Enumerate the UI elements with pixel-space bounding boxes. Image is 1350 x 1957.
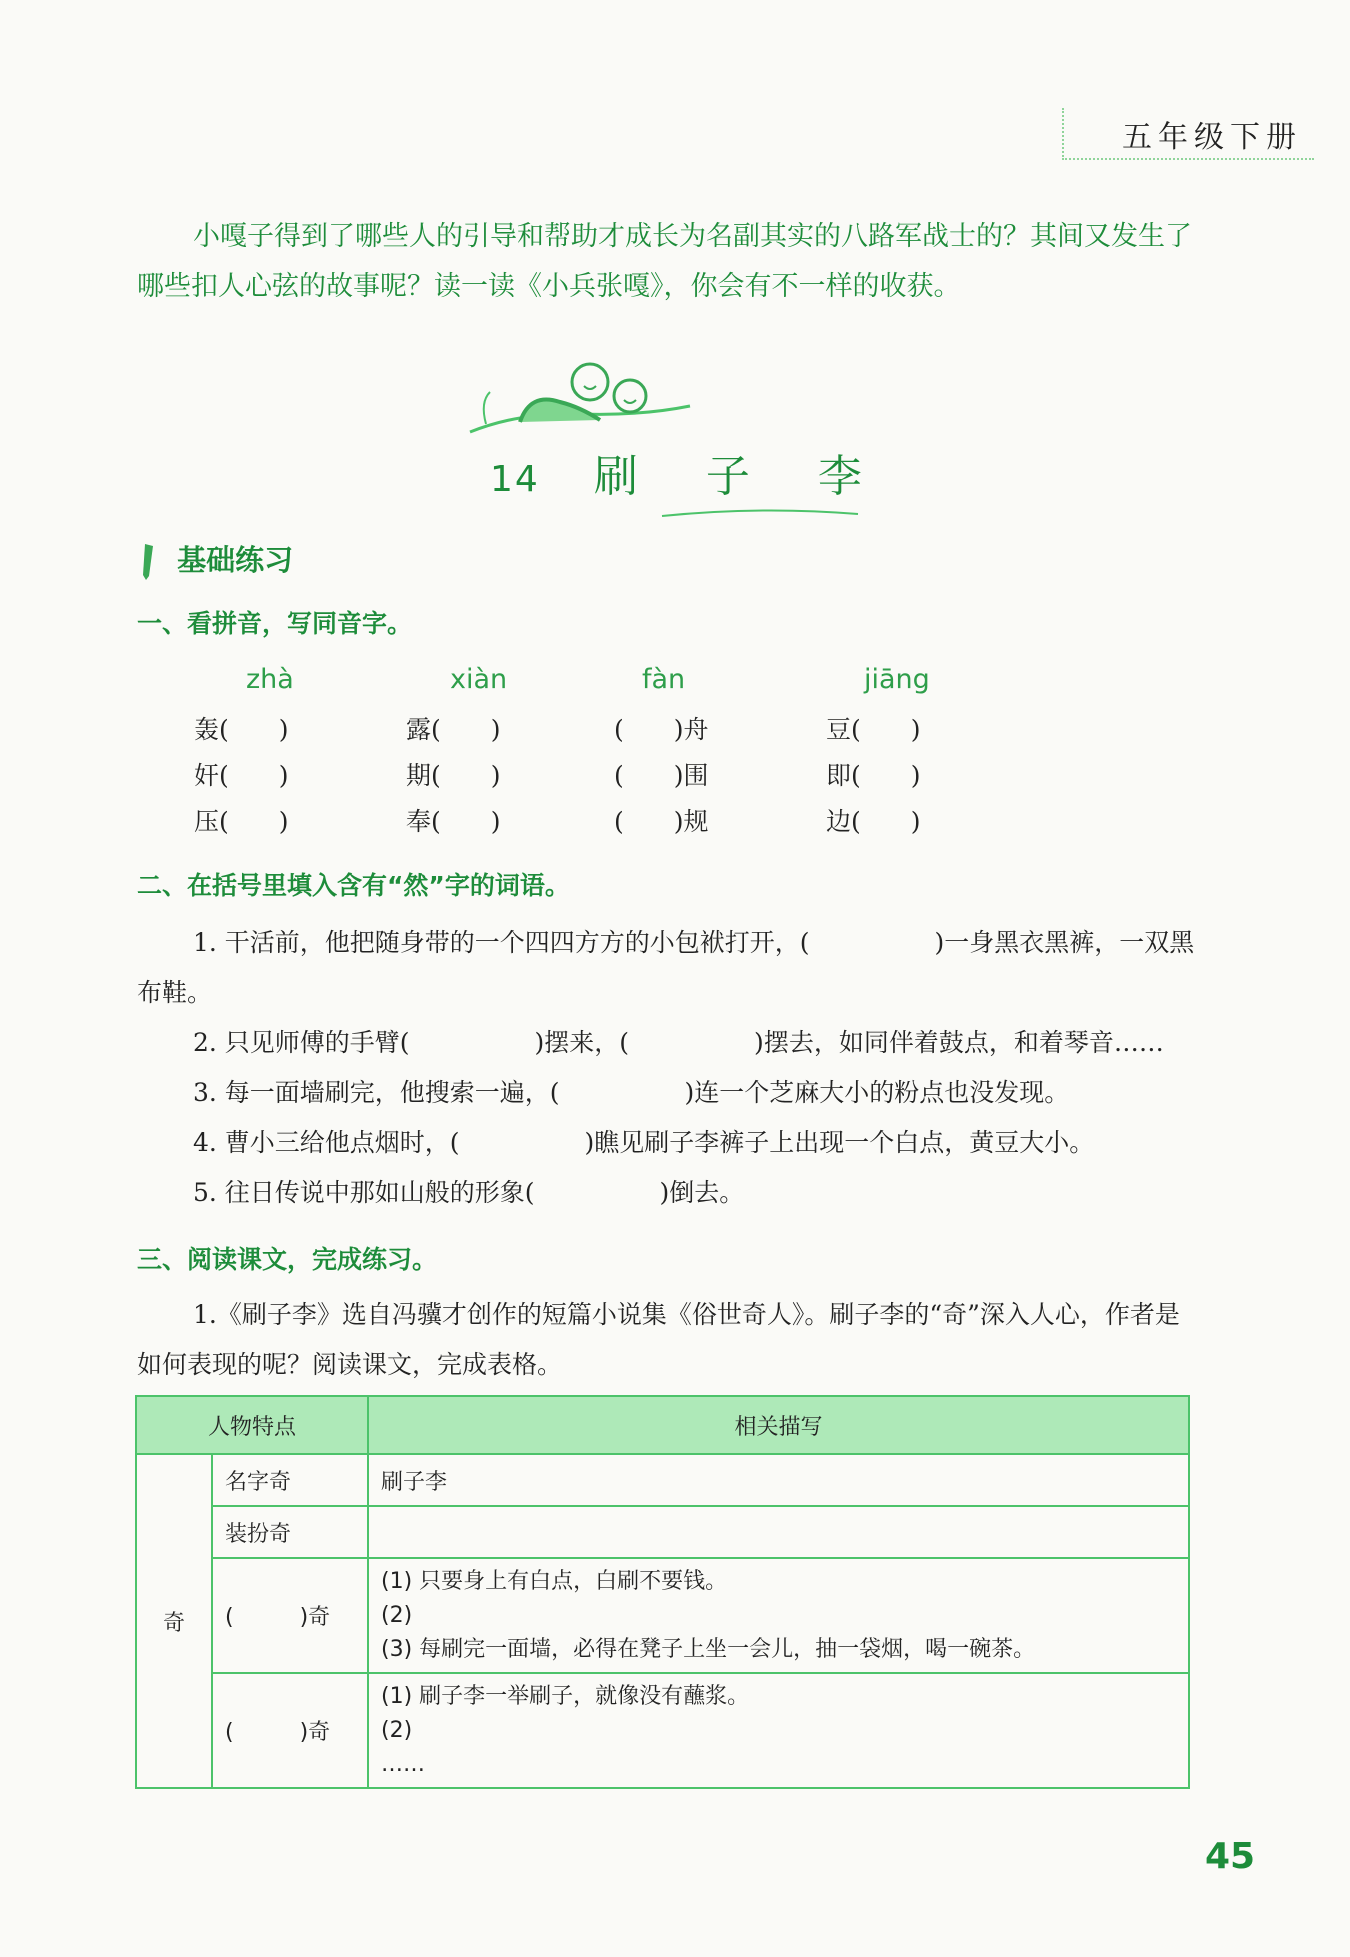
- question-item: 3. 每一面墙刷完，他搜索一遍，( )连一个芝麻大小的粉点也没发现。: [193, 1078, 1070, 1107]
- table-row: [136, 1454, 1189, 1506]
- row-label: 名字奇: [212, 1454, 368, 1506]
- fill-blank-item[interactable]: 期( ): [406, 761, 501, 790]
- lesson-title-char: 子: [705, 451, 752, 502]
- fill-blank-item[interactable]: ( )围: [614, 761, 709, 790]
- desc-line: (3) 每刷完一面墙，必得在凳子上坐一会儿，抽一袋烟，喝一碗茶。: [381, 1636, 1036, 1662]
- table-header-row: [136, 1396, 1189, 1454]
- table-row: [136, 1673, 1189, 1788]
- desc-line: ……: [381, 1751, 425, 1777]
- row-label-blank[interactable]: ( )奇: [212, 1558, 368, 1673]
- lesson-title-char: 刷: [593, 451, 640, 502]
- desc-line: (2): [381, 1602, 413, 1628]
- pencil-icon: [137, 542, 159, 582]
- lesson-title: [490, 440, 864, 504]
- title-underline: [660, 506, 860, 520]
- section3-title: 三、阅读课文，完成练习。: [137, 1245, 438, 1274]
- row-desc[interactable]: [368, 1506, 1189, 1558]
- pinyin-label: jiāng: [864, 664, 930, 695]
- fill-blank-item[interactable]: ( )舟: [614, 715, 709, 744]
- row-label-blank[interactable]: ( )奇: [212, 1673, 368, 1788]
- question-item: 4. 曹小三给他点烟时，( )瞧见刷子李裤子上出现一个白点，黄豆大小。: [193, 1128, 1095, 1157]
- pinyin-label: fàn: [642, 664, 686, 695]
- fill-blank-item[interactable]: ( )规: [614, 807, 709, 836]
- trait-table: [135, 1395, 1190, 1789]
- table-header-desc: 相关描写: [368, 1396, 1189, 1454]
- fill-blank-item[interactable]: 压( ): [194, 807, 289, 836]
- row-label: 装扮奇: [212, 1506, 368, 1558]
- lesson-title-char: 李: [817, 451, 864, 502]
- fill-blank-item[interactable]: 即( ): [826, 761, 921, 790]
- fill-blank-item[interactable]: 边( ): [826, 807, 921, 836]
- fill-blank-item[interactable]: 奸( ): [194, 761, 289, 790]
- question-item: 1.《刷子李》选自冯骥才创作的短篇小说集《俗世奇人》。刷子李的“奇”深入人心，作者是如何表现的呢？阅读课文，完成表格。: [137, 1300, 1180, 1379]
- section1-title: 一、看拼音，写同音字。: [137, 609, 413, 638]
- row-desc[interactable]: 刷子李: [368, 1454, 1189, 1506]
- desc-line: (2): [381, 1717, 413, 1743]
- fill-blank-item[interactable]: 轰( ): [194, 715, 289, 744]
- children-illustration-icon: [460, 352, 700, 442]
- basic-practice-heading: [137, 538, 293, 582]
- table-header-trait: 人物特点: [136, 1396, 368, 1454]
- fill-blank-item[interactable]: 露( ): [406, 715, 501, 744]
- desc-line: (1) 刷子李一举刷子，就像没有蘸浆。: [381, 1683, 750, 1709]
- question-item: 2. 只见师傅的手臂( )摆来，( )摆去，如同伴着鼓点，和着琴音……: [193, 1028, 1164, 1057]
- page-number: 45: [1205, 1836, 1256, 1877]
- lesson-number: 14: [490, 459, 540, 500]
- pinyin-label: xiàn: [450, 664, 508, 695]
- question-item: 5. 往日传说中那如山般的形象( )倒去。: [193, 1178, 745, 1207]
- basic-practice-label: 基础练习: [177, 543, 294, 577]
- grade-label-box: [1062, 108, 1314, 160]
- section2-title: 二、在括号里填入含有“然”字的词语。: [137, 871, 570, 900]
- row-desc-multi[interactable]: [368, 1558, 1189, 1673]
- fill-blank-item[interactable]: 豆( ): [826, 715, 921, 744]
- question-item: 1. 干活前，他把随身带的一个四四方方的小包袱打开，( )一身黑衣黑裤，一双黑布鞋。: [137, 928, 1195, 1007]
- group-label: 奇: [136, 1454, 212, 1788]
- intro-paragraph: 小嘎子得到了哪些人的引导和帮助才成长为名副其实的八路军战士的？其间又发生了哪些扣人心弦的故事呢？读一读《小兵张嘎》，你会有不一样的收获。: [137, 221, 1192, 302]
- desc-line: (1) 只要身上有白点，白刷不要钱。: [381, 1568, 728, 1594]
- row-desc-multi[interactable]: [368, 1673, 1189, 1788]
- pinyin-label: zhà: [246, 664, 294, 695]
- table-row: [136, 1506, 1189, 1558]
- fill-blank-item[interactable]: 奉( ): [406, 807, 501, 836]
- grade-label: 五年级下册: [1122, 120, 1302, 155]
- table-row: [136, 1558, 1189, 1673]
